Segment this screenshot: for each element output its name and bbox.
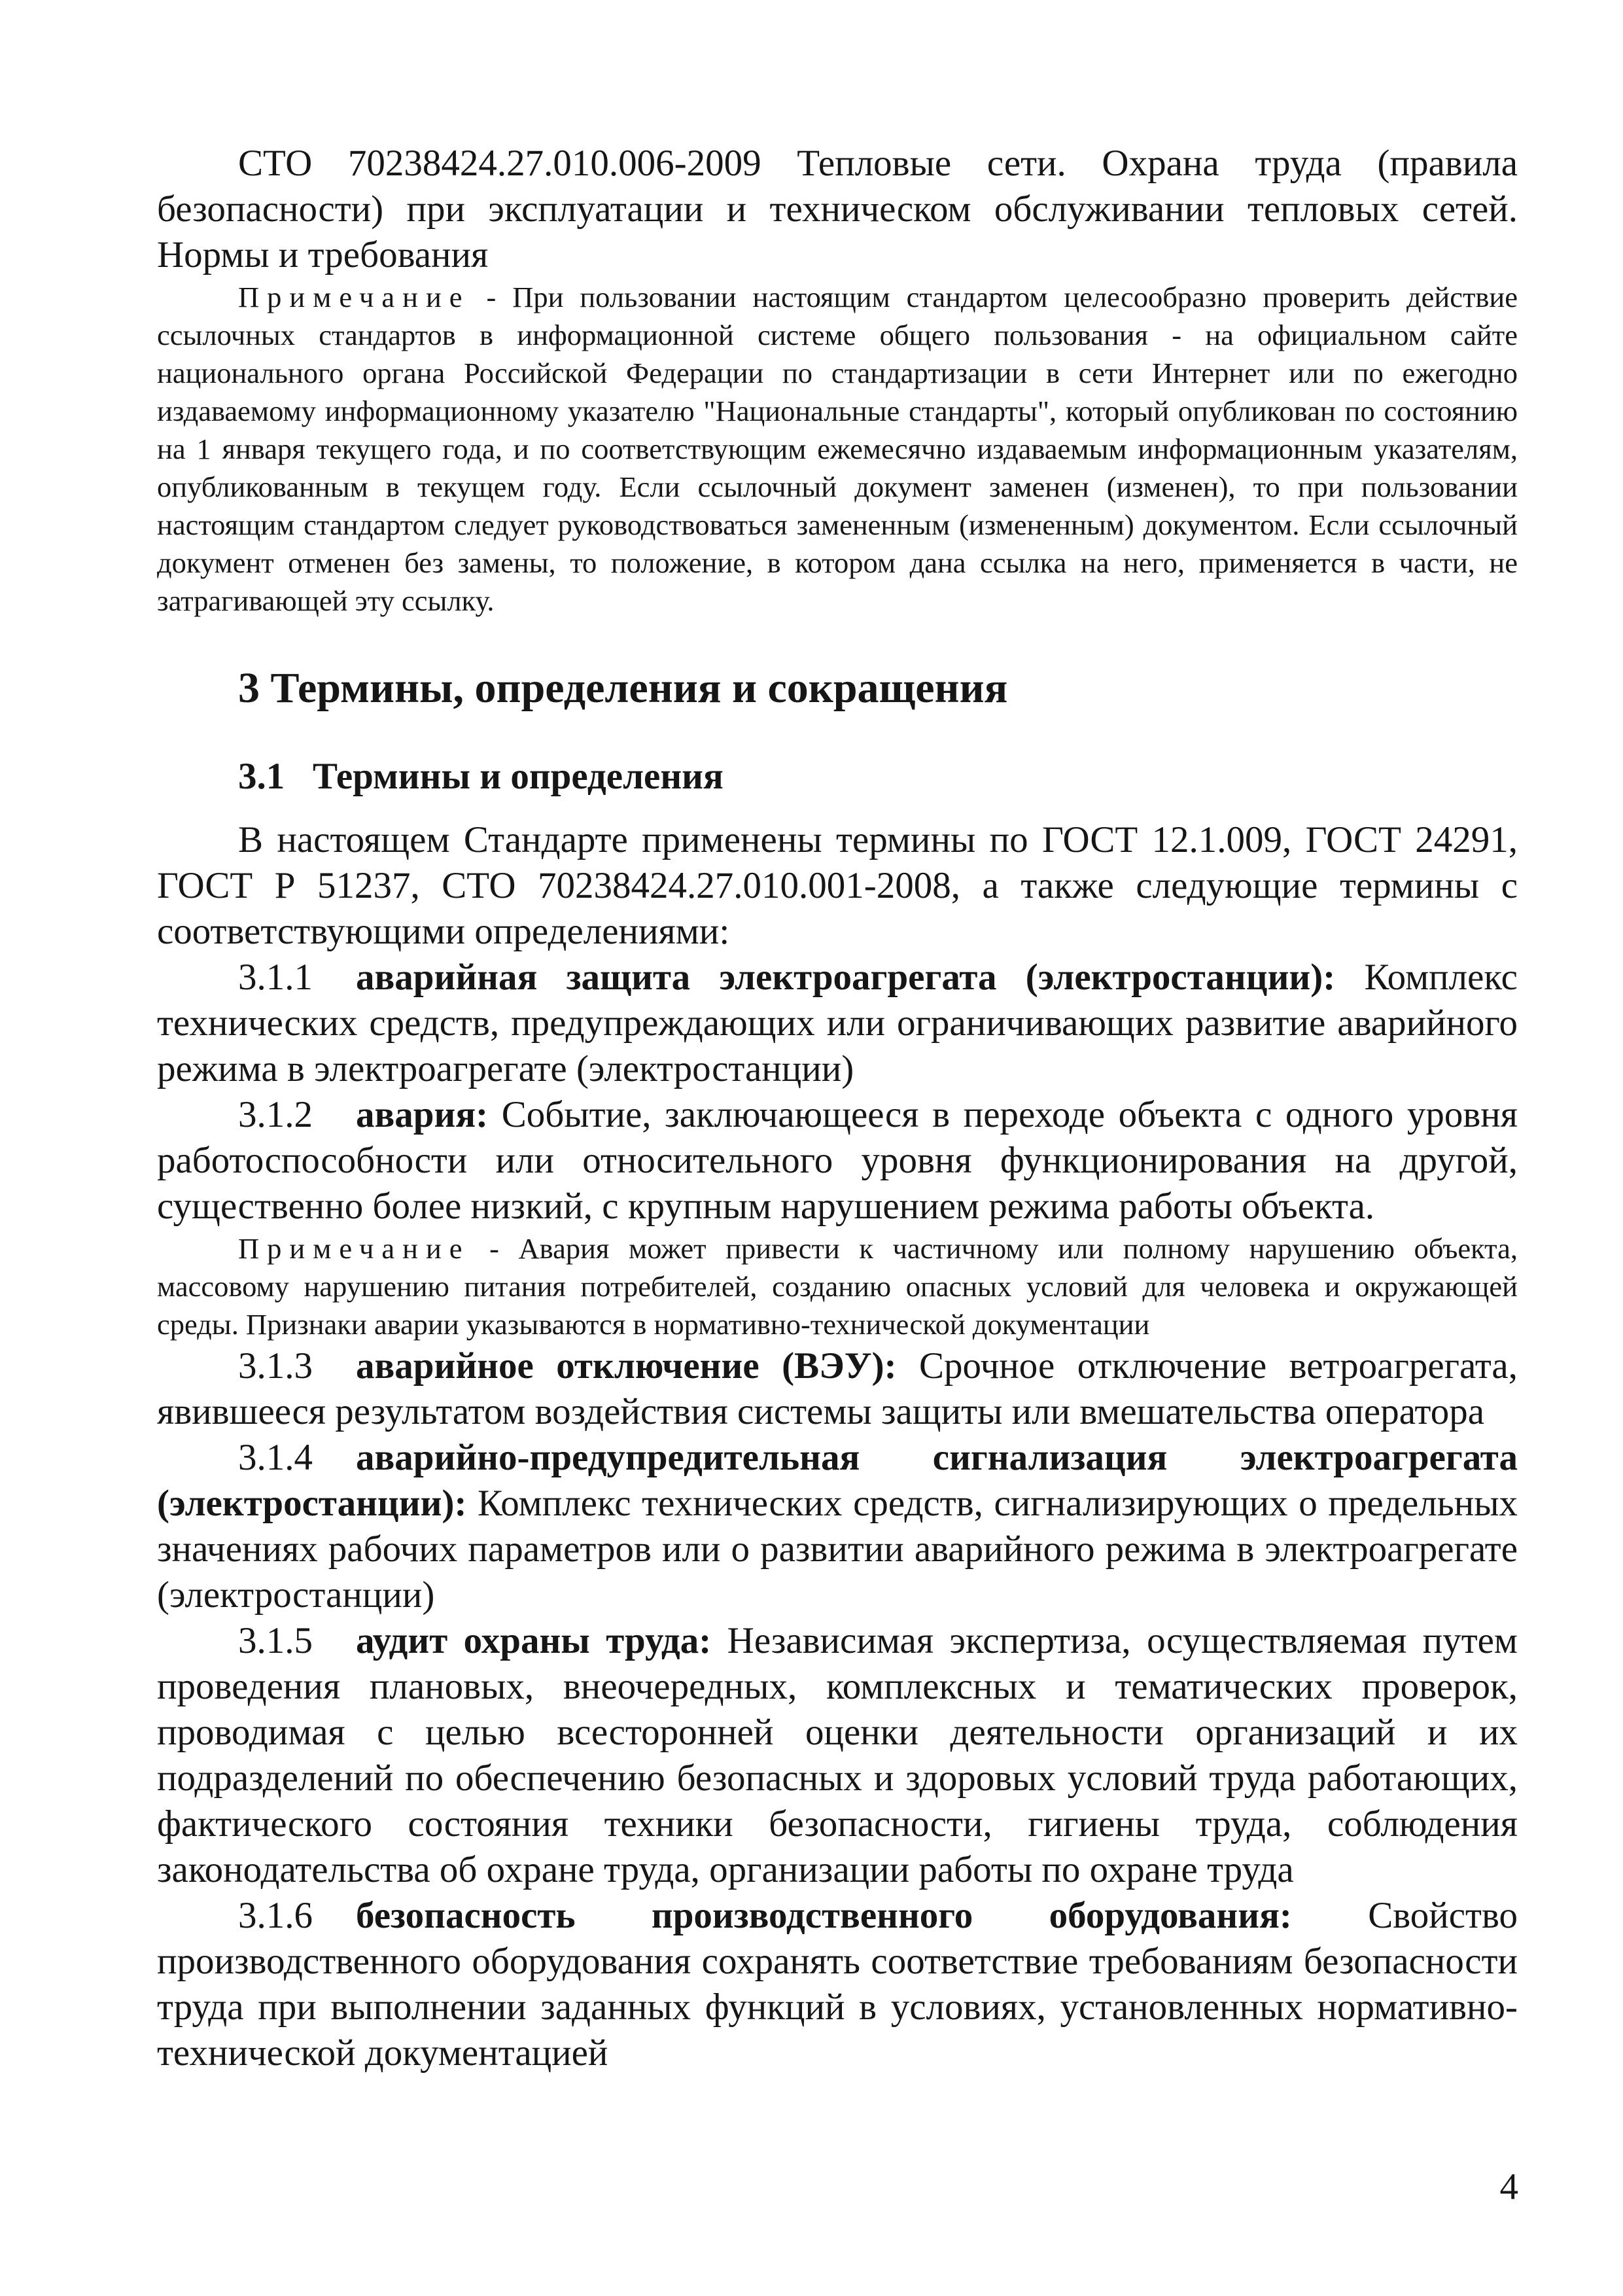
page-number: 4	[1499, 2166, 1518, 2208]
term-definition: Комплекс технических средств, сигнализирующих о предельных значениях рабочих параметров или о развитии аварийного режима в электроагрегате (электростанции)	[157, 1483, 1518, 1616]
term-number: 3.1.4	[238, 1437, 313, 1478]
note-paragraph	[157, 278, 1518, 620]
note-text: - Авария может привести к частичному или полному нарушению объекта, массовому нарушению питания потребителей, созданию опасных условий для человека и окружающей среды. Признаки аварии указываются в нормативно-технической документации	[157, 1232, 1518, 1341]
section-heading: 3 Термины, определения и сокращения	[238, 664, 1008, 712]
term-number: 3.1.3	[238, 1345, 313, 1386]
reference-entry: СТО 70238424.27.010.006-2009 Тепловые сети. Охрана труда (правила безопасности) при эксплуатации и техническом обслуживании тепловых сетей. Нормы и требования	[157, 143, 1518, 275]
term-name: аудит охраны труда:	[356, 1620, 712, 1661]
term-name: аварийное отключение (ВЭУ):	[356, 1345, 897, 1386]
term-entry	[157, 1092, 1518, 1229]
subsection-heading	[157, 751, 1518, 803]
subsection-title: Термины и определения	[313, 756, 724, 797]
term-definition: Событие, заключающееся в переходе объекта с одного уровня работоспособности или относительного уровня функционирования на другой, существенно более низкий, с крупным нарушением режима работы объекта.	[157, 1094, 1518, 1227]
note-text: - При пользовании настоящим стандартом целесообразно проверить действие ссылочных стандартов в информационной системе общего пользования - на официальном сайте национального органа Российской Федерации по стандартизации в сети Интернет или по ежегодно издаваемому информационному указателю "Национальные стандарты", который опубликован по состоянию на 1 января текущего года, и по соответствующим ежемесячно издаваемым информационным указателям, опубликованным в текущем году. Если ссылочный документ заменен (изменен), то при пользовании настоящим стандартом следует руководствоваться замененным (измененным) документом. Если ссылочный документ отменен без замены, то положение, в котором дана ссылка на него, применяется в части, не затрагивающей эту ссылку.	[157, 281, 1518, 617]
term-name: аварийная защита электроагрегата (электростанции):	[356, 957, 1336, 998]
term-entry	[157, 1618, 1518, 1893]
note-label: Примечание	[238, 281, 470, 313]
term-name: аварийно-предупредительная сигнализация электроагрегата (электростанции):	[157, 1437, 1518, 1524]
subsection-number: 3.1	[238, 756, 285, 797]
term-number: 3.1.5	[238, 1620, 313, 1661]
term-number: 3.1.6	[238, 1895, 313, 1936]
term-entry	[157, 1343, 1518, 1435]
term-number: 3.1.2	[238, 1094, 313, 1135]
term-entry	[157, 955, 1518, 1092]
document-page	[157, 141, 1518, 2076]
term-entry	[157, 1893, 1518, 2076]
note-label: Примечание	[238, 1232, 470, 1265]
term-entry	[157, 1435, 1518, 1618]
term-definition: Свойство производственного оборудования сохранять соответствие требованиям безопасности труда при выполнении заданных функций в условиях, установленных нормативно-технической документацией	[157, 1895, 1518, 2074]
term-name: безопасность производственного оборудования:	[356, 1895, 1292, 1936]
term-definition: Независимая экспертиза, осуществляемая путем проведения плановых, внеочередных, комплексных и тематических проверок, проводимая с целью всесторонней оценки деятельности организаций и их подразделений по обеспечению безопасных и здоровых условий труда работающих, фактического состояния техники безопасности, гигиены труда, соблюдения законодательства об охране труда, организации работы по охране труда	[157, 1620, 1518, 1890]
term-number: 3.1.1	[238, 957, 313, 998]
term-name: авария:	[356, 1094, 489, 1135]
term-definition: Срочное отключение ветроагрегата, явившееся результатом воздействия системы защиты или вмешательства оператора	[157, 1345, 1518, 1432]
note-paragraph	[157, 1229, 1518, 1343]
lead-paragraph: В настоящем Стандарте применены термины по ГОСТ 12.1.009, ГОСТ 24291, ГОСТ Р 51237, СТО 70238424.27.010.001-2008, а также следующие термины с соответствующими определениями:	[157, 819, 1518, 952]
term-definition: Комплекс технических средств, предупреждающих или ограничивающих развитие аварийного режима в электроагрегате (электростанции)	[157, 957, 1518, 1089]
